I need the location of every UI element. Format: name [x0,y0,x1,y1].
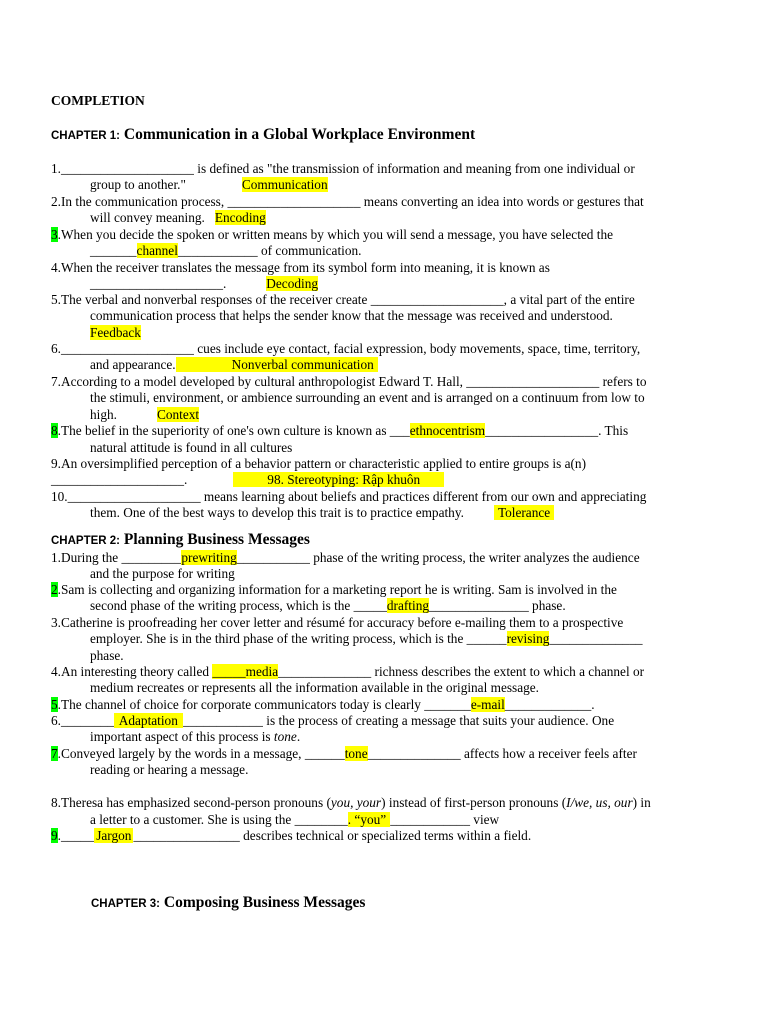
ch1-q9-answer: 98. Stereotyping: Rập khuôn [233,472,444,487]
ch2-q2-answer: drafting [386,598,429,613]
ch1-q1-line1: 1.____________________ is defined as "the transmission of information and meaning from one individual or [51,161,635,176]
ch1-q1-answer: Communication [241,177,328,192]
chapter-1-title: Communication in a Global Workplace Environment [123,126,476,143]
ch1-q5-line3 [90,325,141,341]
chapter-1-label: CHAPTER 1: [51,130,121,142]
ch1-q10-answer: Tolerance [494,505,554,520]
ch1-q4-line1: 4.When the receiver translates the message from its symbol form into meaning, it is known as [51,260,550,275]
ch2-q3-answer: revising [506,631,550,646]
ch2-q5-line1: 5.The channel of choice for corporate communicators today is clearly _______e-mail_____________. [51,697,595,712]
ch1-q8-line1: 8.The belief in the superiority of one's own culture is known as ___ethnocentrism_________________. This [51,423,629,438]
ch1-q5-answer: Feedback [90,325,141,340]
ch2-q1-line1: 1.During the _________prewriting___________ phase of the writing process, the writer analyzes the audience [51,550,640,565]
ch1-q7-line2: the stimuli, environment, or ambience surrounding an event and is arranged on a continuum from low to [90,390,645,405]
ch1-q2-line2: will convey meaning. Encoding [90,210,266,225]
ch1-q4-line2: ____________________. Decoding [90,276,318,291]
ch1-q5-line2: communication process that helps the sender know that the message was received and understood. [90,308,613,323]
ch1-q10-line2: them. One of the best ways to develop this trait is to practice empathy. Tolerance [90,505,554,521]
chapter-2-title: Planning Business Messages [123,531,310,548]
ch1-q2-answer: Encoding [214,210,266,225]
ch1-q3-answer: channel [136,243,178,258]
ch2-q4-answer: _____media [212,664,279,679]
ch2-q4-line1: 4.An interesting theory called _____media______________ richness describes the extent to which a channel or [51,664,645,679]
ch2-q2-number: 2 [51,582,58,597]
ch1-q6-answer: Nonverbal communication [176,357,378,372]
ch2-q2-line2: second phase of the writing process, which is the _____drafting_______________ phase. [90,598,566,613]
ch2-q3-line2: employer. She is in the third phase of the writing process, which is the ______revising______________ [90,631,643,646]
ch1-q6-line2: and appearance. Nonverbal communication [90,357,378,373]
ch1-q9-line2: ____________________. 98. Stereotyping: Rập khuôn [51,472,444,488]
ch1-q7-line3: high. Context [90,407,200,422]
ch2-q6-answer: Adaptation [116,713,182,728]
ch1-q10-line1: 10.____________________ means learning about beliefs and practices different from our own and appreciating [51,489,647,504]
ch1-q4-answer: Decoding [266,276,318,291]
ch1-q6-line1: 6.____________________ cues include eye contact, facial expression, body movements, space, time, territory, [51,341,641,356]
heading-completion: COMPLETION [51,93,145,108]
ch2-q5-number: 5 [51,697,58,712]
ch1-q8-number: 8 [51,423,58,438]
chapter-2-label: CHAPTER 2: [51,535,121,547]
ch2-q5-answer: e-mail [470,697,505,712]
chapter-2-heading [51,531,310,549]
ch2-q4-line2: medium recreates or represents all the information available in the original message. [90,680,539,695]
chapter-1-heading [51,126,475,144]
ch1-q2-line1: 2.In the communication process, ____________________ means converting an idea into words or gestures that [51,194,644,209]
chapter-3-heading [91,894,365,912]
chapter-3-label: CHAPTER 3: [91,898,161,910]
ch1-q8-line2: natural attitude is found in all cultures [90,440,293,455]
ch2-q1-answer: prewriting [181,550,237,565]
ch1-q3-number: 3 [51,227,58,242]
ch2-q3-line3: phase. [90,648,124,663]
ch2-q9-answer: Jargon [96,828,132,843]
ch2-q9-line1: 9._____ Jargon ________________ describes technical or specialized terms within a field. [51,828,532,843]
ch2-q7-number: 7 [51,746,58,761]
ch2-q6-line2: important aspect of this process is tone. [90,729,301,744]
ch1-q9-line1: 9.An oversimplified perception of a behavior pattern or characteristic applied to entire groups is a(n) [51,456,587,471]
ch1-q7-answer: Context [156,407,200,422]
ch2-q8-line1: 8.Theresa has emphasized second-person pronouns (you, your) instead of first-person pronouns (I/we, us, our) in [51,795,651,810]
ch2-q3-line1: 3.Catherine is proofreading her cover letter and résumé for accuracy before e-mailing them to a prospective [51,615,624,630]
ch1-q7-line1: 7.According to a model developed by cultural anthropologist Edward T. Hall, ____________________ refers to [51,374,647,389]
ch2-q7-line1: 7.Conveyed largely by the words in a message, ______tone______________ affects how a receiver feels after [51,746,637,761]
ch2-q7-answer: tone [344,746,368,761]
ch2-q2-line1: 2.Sam is collecting and organizing information for a marketing report he is writing. Sam is involved in the [51,582,617,597]
ch1-q3-line1: 3.When you decide the spoken or written means by which you will send a message, you have selected the [51,227,614,242]
ch1-q8-answer: ethnocentrism [409,423,486,438]
ch2-q8-answer: . “you” [348,812,390,827]
ch2-q8-line2: a letter to a customer. She is using the ________. “you” ____________ view [90,812,500,827]
ch2-q7-line2: reading or hearing a message. [90,762,249,777]
ch2-q6-line1: 6.________ Adaptation ____________ is the process of creating a message that suits your audience. One [51,713,615,728]
ch1-q3-line2: _______channel____________ of communication. [90,243,362,258]
ch1-q1-line2: group to another." Communication [90,177,328,192]
ch2-q1-line2: and the purpose for writing [90,566,235,581]
ch2-q9-number: 9 [51,828,58,843]
ch1-q5-line1: 5.The verbal and nonverbal responses of the receiver create ____________________, a vital part of the entire [51,292,635,307]
chapter-3-title: Composing Business Messages [163,894,366,911]
